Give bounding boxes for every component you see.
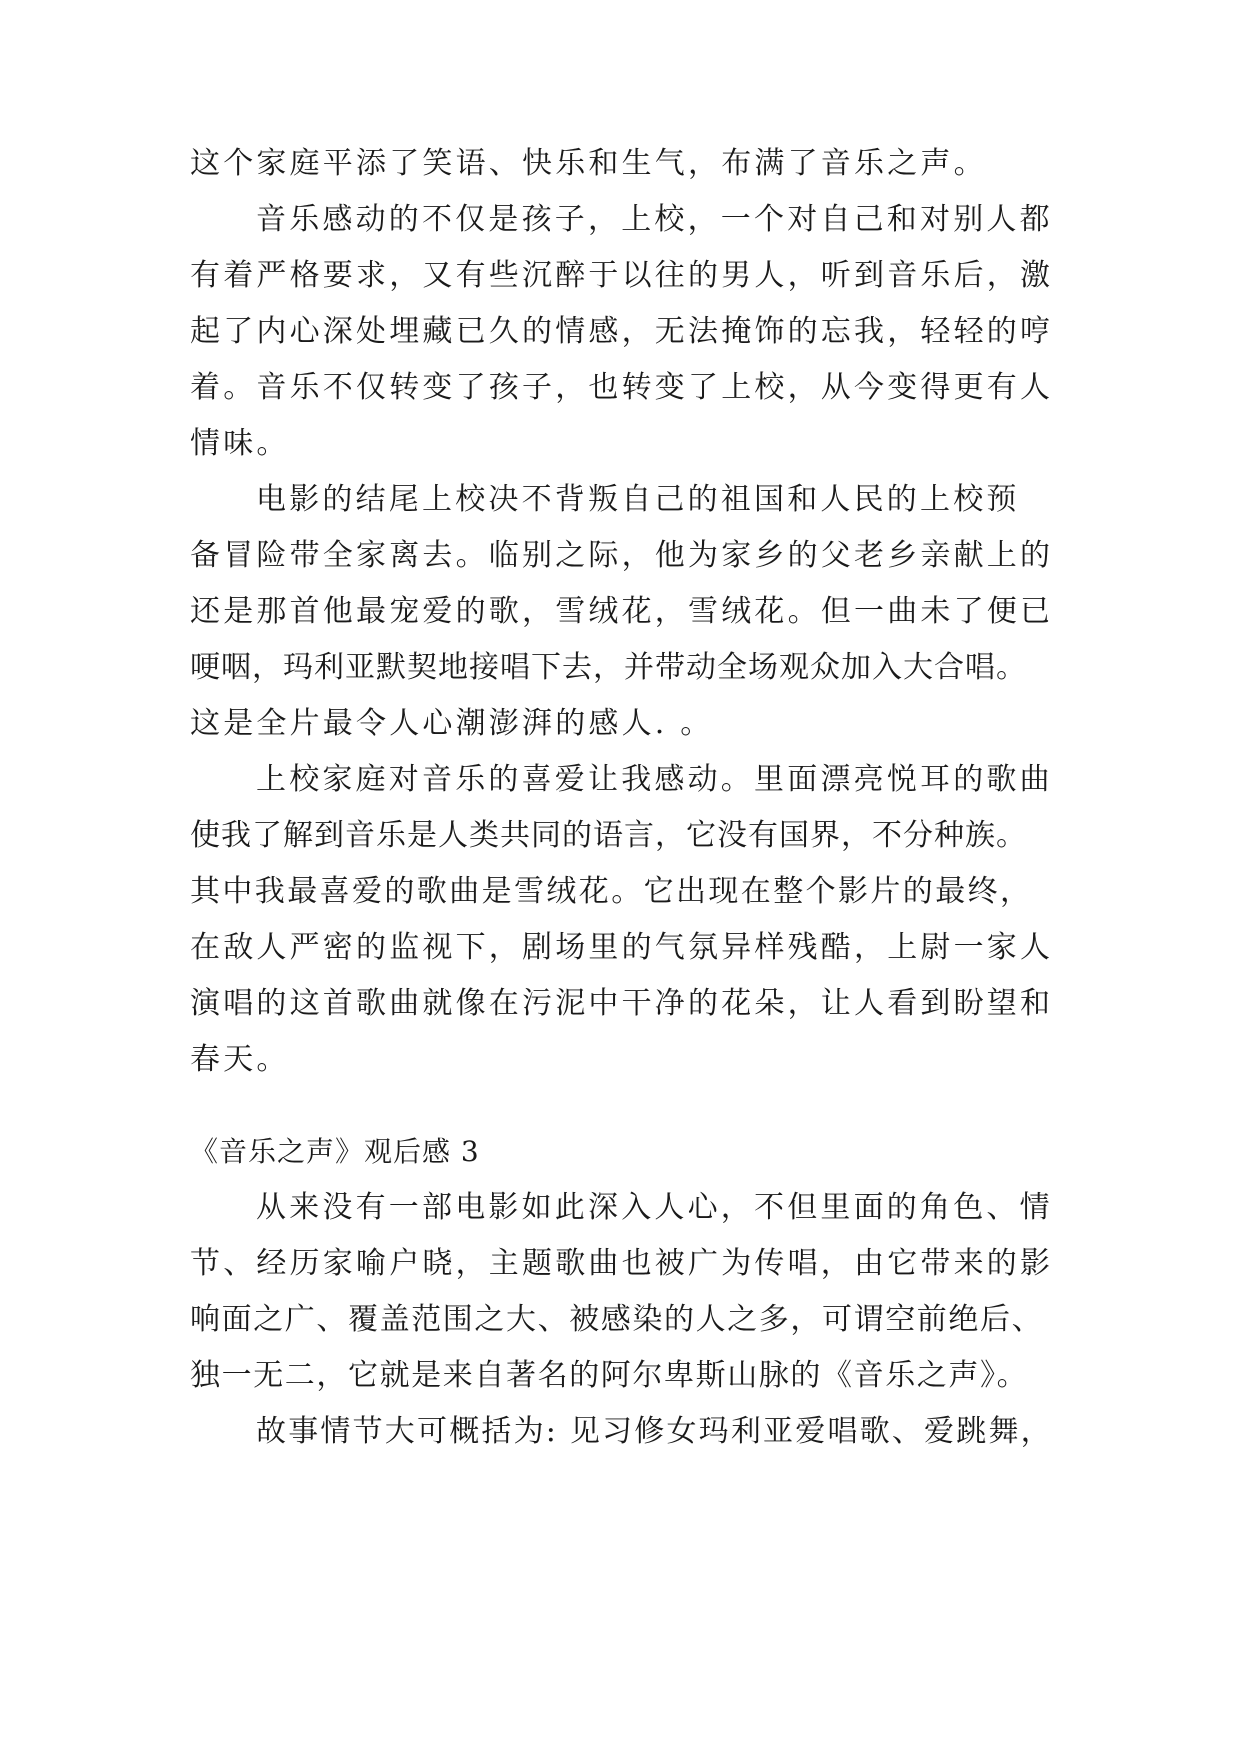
text-line: 哽咽，玛利亚默契地接唱下去，并带动全场观众加入大合唱。 <box>190 650 1027 685</box>
text-line: 春天。 <box>190 1042 290 1077</box>
text-line: 音乐感动的不仅是孩子，上校，一个对自己和对别人都 <box>256 202 1053 237</box>
text-line: 着。音乐不仅转变了孩子，也转变了上校，从今变得更有人 <box>190 370 1054 405</box>
text-line: 上校家庭对音乐的喜爱让我感动。里面漂亮悦耳的歌曲 <box>256 762 1053 797</box>
text-line: 这是全片最令人心潮澎湃的感人. 。 <box>190 706 714 741</box>
text-line: 演唱的这首歌曲就像在污泥中干净的花朵，让人看到盼望和 <box>190 986 1054 1021</box>
text-line: 故事情节大可概括为: 见习修女玛利亚爱唱歌、爱跳舞， <box>256 1414 1053 1449</box>
text-line: 这个家庭平添了笑语、快乐和生气，布满了音乐之声。 <box>190 146 987 181</box>
text-line: 从来没有一部电影如此深入人心，不但里面的角色、情 <box>256 1190 1053 1225</box>
text-line: 使我了解到音乐是人类共同的语言，它没有国界，不分种族。 <box>190 818 1027 853</box>
text-line: 备冒险带全家离去。临别之际，他为家乡的父老乡亲献上的 <box>190 538 1054 573</box>
section-heading: 《音乐之声》观后感 3 <box>190 1135 480 1168</box>
text-line: 还是那首他最宠爱的歌，雪绒花，雪绒花。但一曲未了便已 <box>190 594 1054 629</box>
text-line: 其中我最喜爱的歌曲是雪绒花。它出现在整个影片的最终， <box>190 874 1033 909</box>
text-line: 情味。 <box>190 426 290 461</box>
text-line: 节、经历家喻户晓，主题歌曲也被广为传唱，由它带来的影 <box>190 1246 1054 1281</box>
text-line: 在敌人严密的监视下，剧场里的气氛异样残酷，上尉一家人 <box>190 930 1054 965</box>
text-line: 独一无二，它就是来自著名的阿尔卑斯山脉的《音乐之声》。 <box>190 1358 1029 1393</box>
text-line: 有着严格要求，又有些沉醉于以往的男人，听到音乐后，激 <box>190 258 1054 293</box>
text-line: 起了内心深处埋藏已久的情感，无法掩饰的忘我，轻轻的哼 <box>190 314 1054 349</box>
text-line: 响面之广、覆盖范围之大、被感染的人之多，可谓空前绝后、 <box>190 1302 1044 1337</box>
text-line: 电影的结尾上校决不背叛自己的祖国和人民的上校预 <box>256 482 1020 517</box>
